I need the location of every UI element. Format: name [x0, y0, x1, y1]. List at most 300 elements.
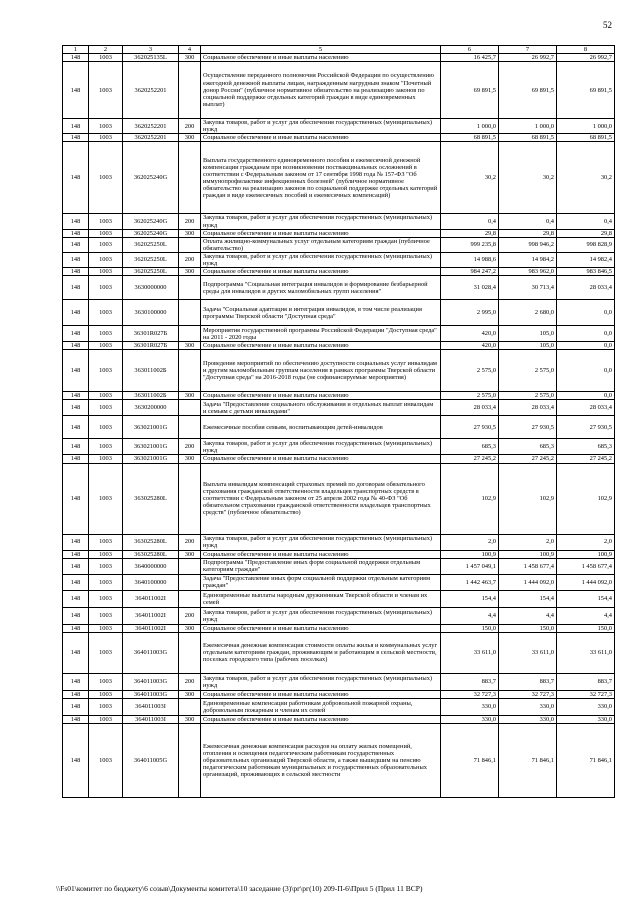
expense-type-cell — [179, 632, 201, 673]
admin-code-cell: 148 — [63, 119, 89, 134]
amount-2019-cell: 1 444 092,0 — [499, 574, 557, 590]
amount-2020-cell: 0,0 — [557, 342, 615, 350]
table-row — [63, 534, 615, 550]
amount-2018-cell: 100,9 — [441, 550, 499, 558]
amount-2019-cell: 27 245,2 — [499, 455, 557, 463]
expense-type-cell: 300 — [179, 690, 201, 698]
amount-2019-cell: 154,4 — [499, 590, 557, 607]
page-number: 52 — [603, 20, 612, 30]
expense-type-cell: 200 — [179, 214, 201, 229]
description-cell: Единовременные выплаты народным дружинникам Тверской области и членам их семей — [201, 590, 441, 607]
amount-2020-cell: 27 245,2 — [557, 455, 615, 463]
target-article-cell: 364011002I — [123, 590, 179, 607]
amount-2020-cell: 330,0 — [557, 715, 615, 723]
amount-2019-cell: 330,0 — [499, 715, 557, 723]
amount-2020-cell: 33 611,0 — [557, 632, 615, 673]
amount-2019-cell: 330,0 — [499, 698, 557, 715]
target-article-cell: 3620252201 — [123, 62, 179, 119]
amount-2018-cell: 984 247,2 — [441, 268, 499, 276]
admin-code-cell: 148 — [63, 698, 89, 715]
table-row — [63, 455, 615, 463]
amount-2018-cell: 27 245,2 — [441, 455, 499, 463]
amount-2020-cell: 28 033,4 — [557, 276, 615, 300]
admin-code-cell: 148 — [63, 690, 89, 698]
amount-2019-cell: 29,8 — [499, 229, 557, 237]
amount-2020-cell: 100,9 — [557, 550, 615, 558]
amount-2019-cell: 685,3 — [499, 439, 557, 455]
section-code-cell: 1003 — [89, 723, 123, 797]
amount-2020-cell: 26 992,7 — [557, 54, 615, 62]
expense-type-cell: 300 — [179, 550, 201, 558]
section-code-cell: 1003 — [89, 673, 123, 690]
admin-code-cell: 148 — [63, 624, 89, 632]
table-row — [63, 54, 615, 62]
description-cell: Оплата жилищно-коммунальных услуг отдельным категориям граждан (публичное обязательство) — [201, 237, 441, 252]
table-row — [63, 416, 615, 439]
admin-code-cell: 148 — [63, 400, 89, 416]
target-article-cell: 363011002Б — [123, 392, 179, 400]
amount-2020-cell: 883,7 — [557, 673, 615, 690]
target-article-cell: 362025240G — [123, 142, 179, 214]
description-cell: Социальное обеспечение и иные выплаты населению — [201, 342, 441, 350]
section-code-cell: 1003 — [89, 416, 123, 439]
expense-type-cell — [179, 400, 201, 416]
description-cell: Выплата инвалидам компенсаций страховых премий по договорам обязательного страхования гражданской ответственности владельцев транспортных средств в соответствии с Федеральным законом от 25 апреля 2002 года № 40-ФЗ "Об обязательном страховании гражданской ответственности владельцев транспортных средств" (публичное обязательство) — [201, 463, 441, 534]
section-code-cell: 1003 — [89, 534, 123, 550]
amount-2020-cell: 68 891,5 — [557, 134, 615, 142]
expense-type-cell — [179, 698, 201, 715]
file-path-footer: \\Fs01\комитет по бюджету\6 созыв\Документы комитета\10 заседание (3)\рг\рг(10) 209-П-6\Прил 5 (Прил 11 ВСР) — [56, 884, 423, 893]
expense-type-cell: 300 — [179, 715, 201, 723]
expense-type-cell: 300 — [179, 229, 201, 237]
expense-type-cell — [179, 558, 201, 574]
description-cell: Социальное обеспечение и иные выплаты населению — [201, 134, 441, 142]
admin-code-cell: 148 — [63, 590, 89, 607]
amount-2020-cell: 102,9 — [557, 463, 615, 534]
section-code-cell: 1003 — [89, 119, 123, 134]
amount-2019-cell: 30 713,4 — [499, 276, 557, 300]
column-header: 6 — [441, 46, 499, 54]
target-article-cell: 364011002I — [123, 624, 179, 632]
admin-code-cell: 148 — [63, 439, 89, 455]
column-header: 5 — [201, 46, 441, 54]
admin-code-cell: 148 — [63, 673, 89, 690]
expense-type-cell — [179, 237, 201, 252]
target-article-cell: 363025280L — [123, 463, 179, 534]
column-header: 8 — [557, 46, 615, 54]
amount-2018-cell: 420,0 — [441, 342, 499, 350]
table-row — [63, 715, 615, 723]
amount-2018-cell: 1 457 049,1 — [441, 558, 499, 574]
description-cell: Задача "Социальная адаптация и интеграция инвалидов, в том числе реализация программы Тверской области "Доступная среда" — [201, 300, 441, 326]
expense-type-cell — [179, 350, 201, 392]
target-article-cell: 364011003G — [123, 673, 179, 690]
amount-2019-cell: 27 930,5 — [499, 416, 557, 439]
admin-code-cell: 148 — [63, 134, 89, 142]
description-cell: Социальное обеспечение и иные выплаты населению — [201, 690, 441, 698]
target-article-cell: 362025135L — [123, 54, 179, 62]
amount-2018-cell: 33 611,0 — [441, 632, 499, 673]
amount-2020-cell: 150,0 — [557, 624, 615, 632]
amount-2018-cell: 16 425,7 — [441, 54, 499, 62]
admin-code-cell: 148 — [63, 350, 89, 392]
target-article-cell: 363021001G — [123, 455, 179, 463]
amount-2019-cell: 983 962,0 — [499, 268, 557, 276]
table-row — [63, 698, 615, 715]
section-code-cell: 1003 — [89, 237, 123, 252]
table-row — [63, 119, 615, 134]
target-article-cell: 364011002I — [123, 607, 179, 624]
amount-2020-cell: 71 846,1 — [557, 723, 615, 797]
expense-type-cell: 300 — [179, 342, 201, 350]
table-row — [63, 229, 615, 237]
section-code-cell: 1003 — [89, 252, 123, 267]
target-article-cell: 363011002Б — [123, 350, 179, 392]
table-row — [63, 300, 615, 326]
description-cell: Закупка товаров, работ и услуг для обеспечения государственных (муниципальных) нужд — [201, 252, 441, 267]
target-article-cell: 364011003G — [123, 690, 179, 698]
amount-2019-cell: 33 611,0 — [499, 632, 557, 673]
description-cell: Социальное обеспечение и иные выплаты населению — [201, 715, 441, 723]
table-row — [63, 237, 615, 252]
amount-2019-cell: 14 984,2 — [499, 252, 557, 267]
amount-2018-cell: 14 988,6 — [441, 252, 499, 267]
table-row — [63, 400, 615, 416]
table-header-row — [63, 46, 615, 54]
amount-2020-cell: 0,0 — [557, 326, 615, 342]
expense-type-cell — [179, 300, 201, 326]
section-code-cell: 1003 — [89, 54, 123, 62]
target-article-cell: 3630000000 — [123, 276, 179, 300]
section-code-cell: 1003 — [89, 229, 123, 237]
amount-2019-cell: 1 000,0 — [499, 119, 557, 134]
section-code-cell: 1003 — [89, 574, 123, 590]
amount-2018-cell: 69 891,5 — [441, 62, 499, 119]
column-header: 7 — [499, 46, 557, 54]
table-row — [63, 690, 615, 698]
amount-2020-cell: 685,3 — [557, 439, 615, 455]
amount-2019-cell: 30,2 — [499, 142, 557, 214]
admin-code-cell: 148 — [63, 300, 89, 326]
amount-2018-cell: 30,2 — [441, 142, 499, 214]
amount-2018-cell: 150,0 — [441, 624, 499, 632]
amount-2018-cell: 102,9 — [441, 463, 499, 534]
target-article-cell: 363025280L — [123, 550, 179, 558]
amount-2020-cell: 32 727,3 — [557, 690, 615, 698]
expense-type-cell — [179, 62, 201, 119]
section-code-cell: 1003 — [89, 268, 123, 276]
expense-type-cell: 300 — [179, 134, 201, 142]
target-article-cell: 362025250L — [123, 268, 179, 276]
amount-2019-cell: 105,0 — [499, 342, 557, 350]
table-row — [63, 326, 615, 342]
amount-2020-cell: 0,0 — [557, 300, 615, 326]
amount-2018-cell: 999 235,8 — [441, 237, 499, 252]
amount-2018-cell: 685,3 — [441, 439, 499, 455]
expense-type-cell: 200 — [179, 119, 201, 134]
amount-2019-cell: 71 846,1 — [499, 723, 557, 797]
admin-code-cell: 148 — [63, 326, 89, 342]
table-row — [63, 392, 615, 400]
amount-2018-cell: 68 891,5 — [441, 134, 499, 142]
expense-type-cell — [179, 326, 201, 342]
target-article-cell: 364011003G — [123, 632, 179, 673]
description-cell: Закупка товаров, работ и услуг для обеспечения государственных (муниципальных) нужд — [201, 607, 441, 624]
table-row — [63, 439, 615, 455]
admin-code-cell: 148 — [63, 142, 89, 214]
amount-2018-cell: 32 727,3 — [441, 690, 499, 698]
amount-2019-cell: 68 891,5 — [499, 134, 557, 142]
table-row — [63, 673, 615, 690]
expense-type-cell: 200 — [179, 439, 201, 455]
table-row — [63, 342, 615, 350]
table-row — [63, 574, 615, 590]
amount-2019-cell: 998 946,2 — [499, 237, 557, 252]
column-header: 4 — [179, 46, 201, 54]
description-cell: Ежемесячные пособия семьям, воспитывающим детей-инвалидов — [201, 416, 441, 439]
section-code-cell: 1003 — [89, 439, 123, 455]
description-cell: Социальное обеспечение и иные выплаты населению — [201, 268, 441, 276]
amount-2018-cell: 420,0 — [441, 326, 499, 342]
target-article-cell: 363025280L — [123, 534, 179, 550]
section-code-cell: 1003 — [89, 62, 123, 119]
admin-code-cell: 148 — [63, 463, 89, 534]
amount-2020-cell: 1 000,0 — [557, 119, 615, 134]
amount-2018-cell: 4,4 — [441, 607, 499, 624]
target-article-cell: 364011005G — [123, 723, 179, 797]
amount-2018-cell: 31 028,4 — [441, 276, 499, 300]
admin-code-cell: 148 — [63, 268, 89, 276]
amount-2020-cell: 1 444 092,0 — [557, 574, 615, 590]
column-header: 3 — [123, 46, 179, 54]
description-cell: Мероприятия государственной программы Российской Федерации "Доступная среда" на 2011 - 2020 годы — [201, 326, 441, 342]
amount-2019-cell: 102,9 — [499, 463, 557, 534]
target-article-cell: 362025250L — [123, 252, 179, 267]
description-cell: Проведение мероприятий по обеспечению доступности социальных услуг инвалидам и другим маломобильным группам населения в рамках программы Тверской области "Доступная среда" на 2016-2018 годы (не софинансируемые мероприятия) — [201, 350, 441, 392]
target-article-cell: 3640000000 — [123, 558, 179, 574]
amount-2019-cell: 26 992,7 — [499, 54, 557, 62]
expense-type-cell — [179, 463, 201, 534]
description-cell: Единовременные компенсации работникам добровольной пожарной охраны, добровольным пожарным и членам их семей — [201, 698, 441, 715]
amount-2019-cell: 69 891,5 — [499, 62, 557, 119]
amount-2018-cell: 0,4 — [441, 214, 499, 229]
admin-code-cell: 148 — [63, 214, 89, 229]
amount-2020-cell: 2,0 — [557, 534, 615, 550]
admin-code-cell: 148 — [63, 62, 89, 119]
amount-2018-cell: 2 995,0 — [441, 300, 499, 326]
target-article-cell: 3630200000 — [123, 400, 179, 416]
amount-2018-cell: 29,8 — [441, 229, 499, 237]
table-row — [63, 142, 615, 214]
expense-type-cell — [179, 723, 201, 797]
target-article-cell: 363021001G — [123, 439, 179, 455]
section-code-cell: 1003 — [89, 590, 123, 607]
section-code-cell: 1003 — [89, 698, 123, 715]
target-article-cell: 36301R027Б — [123, 342, 179, 350]
expense-type-cell: 300 — [179, 624, 201, 632]
section-code-cell: 1003 — [89, 463, 123, 534]
admin-code-cell: 148 — [63, 455, 89, 463]
table-row — [63, 607, 615, 624]
section-code-cell: 1003 — [89, 558, 123, 574]
column-header: 1 — [63, 46, 89, 54]
amount-2020-cell: 983 846,5 — [557, 268, 615, 276]
amount-2018-cell: 330,0 — [441, 698, 499, 715]
amount-2020-cell: 998 828,9 — [557, 237, 615, 252]
amount-2019-cell: 0,4 — [499, 214, 557, 229]
amount-2020-cell: 14 982,4 — [557, 252, 615, 267]
amount-2019-cell: 2 680,0 — [499, 300, 557, 326]
target-article-cell: 362025250L — [123, 237, 179, 252]
table-row — [63, 558, 615, 574]
description-cell: Социальное обеспечение и иные выплаты населению — [201, 455, 441, 463]
amount-2020-cell: 1 458 677,4 — [557, 558, 615, 574]
section-code-cell: 1003 — [89, 300, 123, 326]
amount-2019-cell: 883,7 — [499, 673, 557, 690]
expense-type-cell — [179, 416, 201, 439]
expense-type-cell: 200 — [179, 607, 201, 624]
admin-code-cell: 148 — [63, 276, 89, 300]
admin-code-cell: 148 — [63, 54, 89, 62]
admin-code-cell: 148 — [63, 252, 89, 267]
table-row — [63, 350, 615, 392]
table-row — [63, 276, 615, 300]
description-cell: Закупка товаров, работ и услуг для обеспечения государственных (муниципальных) нужд — [201, 534, 441, 550]
amount-2019-cell: 4,4 — [499, 607, 557, 624]
amount-2020-cell: 30,2 — [557, 142, 615, 214]
section-code-cell: 1003 — [89, 455, 123, 463]
admin-code-cell: 148 — [63, 534, 89, 550]
section-code-cell: 1003 — [89, 400, 123, 416]
section-code-cell: 1003 — [89, 632, 123, 673]
admin-code-cell: 148 — [63, 392, 89, 400]
admin-code-cell: 148 — [63, 574, 89, 590]
description-cell: Подпрограмма "Социальная интеграция инвалидов и формирование безбарьерной среды для инвалидов и других маломобильных групп населения" — [201, 276, 441, 300]
amount-2020-cell: 0,0 — [557, 350, 615, 392]
section-code-cell: 1003 — [89, 326, 123, 342]
budget-table — [62, 45, 615, 798]
amount-2019-cell: 150,0 — [499, 624, 557, 632]
amount-2020-cell: 154,4 — [557, 590, 615, 607]
amount-2018-cell: 71 846,1 — [441, 723, 499, 797]
description-cell: Задача "Предоставление иных форм социальной поддержки отдельным категориям граждан" — [201, 574, 441, 590]
description-cell: Социальное обеспечение и иные выплаты населению — [201, 392, 441, 400]
target-article-cell: 36301R027Б — [123, 326, 179, 342]
description-cell: Осуществление переданного полномочия Российской Федерации по осуществлению ежегодной денежной выплаты лицам, награжденным нагрудным знаком "Почетный донор России" (публичное нормативное обязательство на реализацию законов по социальной поддержке отдельных категорий граждан в виде единовременных выплат) — [201, 62, 441, 119]
table-row — [63, 62, 615, 119]
amount-2020-cell: 0,0 — [557, 392, 615, 400]
amount-2019-cell: 100,9 — [499, 550, 557, 558]
expense-type-cell: 200 — [179, 252, 201, 267]
amount-2020-cell: 69 891,5 — [557, 62, 615, 119]
table-row — [63, 632, 615, 673]
description-cell: Закупка товаров, работ и услуг для обеспечения государственных (муниципальных) нужд — [201, 119, 441, 134]
table-row — [63, 590, 615, 607]
amount-2018-cell: 28 033,4 — [441, 400, 499, 416]
target-article-cell: 362025240G — [123, 214, 179, 229]
target-article-cell: 3630100000 — [123, 300, 179, 326]
target-article-cell: 364011003I — [123, 715, 179, 723]
section-code-cell: 1003 — [89, 715, 123, 723]
amount-2020-cell: 28 033,4 — [557, 400, 615, 416]
amount-2019-cell: 1 458 677,4 — [499, 558, 557, 574]
admin-code-cell: 148 — [63, 416, 89, 439]
expense-type-cell — [179, 276, 201, 300]
description-cell: Социальное обеспечение и иные выплаты населению — [201, 229, 441, 237]
admin-code-cell: 148 — [63, 237, 89, 252]
description-cell: Закупка товаров, работ и услуг для обеспечения государственных (муниципальных) нужд — [201, 214, 441, 229]
admin-code-cell: 148 — [63, 723, 89, 797]
expense-type-cell — [179, 590, 201, 607]
table-row — [63, 624, 615, 632]
expense-type-cell: 300 — [179, 455, 201, 463]
amount-2019-cell: 2 575,0 — [499, 350, 557, 392]
target-article-cell: 364011003I — [123, 698, 179, 715]
amount-2020-cell: 0,4 — [557, 214, 615, 229]
description-cell: Закупка товаров, работ и услуг для обеспечения государственных (муниципальных) нужд — [201, 439, 441, 455]
section-code-cell: 1003 — [89, 607, 123, 624]
section-code-cell: 1003 — [89, 214, 123, 229]
target-article-cell: 363021001G — [123, 416, 179, 439]
expense-type-cell: 300 — [179, 392, 201, 400]
amount-2018-cell: 154,4 — [441, 590, 499, 607]
amount-2018-cell: 2,0 — [441, 534, 499, 550]
section-code-cell: 1003 — [89, 350, 123, 392]
section-code-cell: 1003 — [89, 142, 123, 214]
amount-2018-cell: 2 575,0 — [441, 350, 499, 392]
target-article-cell: 3620252201 — [123, 134, 179, 142]
description-cell: Выплата государственного единовременного пособия и ежемесячной денежной компенсации гражданам при возникновении поствакцинальных осложнений в соответствии с Федеральным законом от 17 сентября 1998 года № 157-ФЗ "Об иммунопрофилактике инфекционных болезней" (публичное нормативное обязательство на реализацию законов по социальной поддержке отдельных категорий граждан в виде ежемесячных пособий и ежемесячных компенсаций) — [201, 142, 441, 214]
table-row — [63, 723, 615, 797]
description-cell: Социальное обеспечение и иные выплаты населению — [201, 54, 441, 62]
description-cell: Задача "Предоставление социального обслуживания и отдельных выплат инвалидам и семьям с детьми инвалидами" — [201, 400, 441, 416]
description-cell: Ежемесячная денежная компенсация стоимости оплаты жилья и коммунальных услуг отдельным категориям граждан, проживающим и работающим в сельской местности, поселках городского типа (рабочих поселках) — [201, 632, 441, 673]
section-code-cell: 1003 — [89, 134, 123, 142]
description-cell: Социальное обеспечение и иные выплаты населению — [201, 624, 441, 632]
amount-2019-cell: 32 727,3 — [499, 690, 557, 698]
target-article-cell: 362025240G — [123, 229, 179, 237]
section-code-cell: 1003 — [89, 690, 123, 698]
section-code-cell: 1003 — [89, 550, 123, 558]
amount-2020-cell: 330,0 — [557, 698, 615, 715]
table-row — [63, 134, 615, 142]
expense-type-cell — [179, 142, 201, 214]
column-header: 2 — [89, 46, 123, 54]
admin-code-cell: 148 — [63, 715, 89, 723]
amount-2018-cell: 2 575,0 — [441, 392, 499, 400]
amount-2018-cell: 883,7 — [441, 673, 499, 690]
amount-2018-cell: 1 000,0 — [441, 119, 499, 134]
section-code-cell: 1003 — [89, 624, 123, 632]
target-article-cell: 3640100000 — [123, 574, 179, 590]
description-cell: Закупка товаров, работ и услуг для обеспечения государственных (муниципальных) нужд — [201, 673, 441, 690]
admin-code-cell: 148 — [63, 550, 89, 558]
expense-type-cell: 300 — [179, 54, 201, 62]
admin-code-cell: 148 — [63, 558, 89, 574]
description-cell: Ежемесячная денежная компенсация расходов на оплату жилых помещений, отопления и освещения педагогическим работникам государственных образовательных организаций Тверской области, а также вышедшим на пенсию педагогическим работникам муниципальных и государственных образовательных организаций, проживающих в сельской местности — [201, 723, 441, 797]
section-code-cell: 1003 — [89, 392, 123, 400]
admin-code-cell: 148 — [63, 229, 89, 237]
amount-2020-cell: 29,8 — [557, 229, 615, 237]
amount-2020-cell: 4,4 — [557, 607, 615, 624]
expense-type-cell: 200 — [179, 534, 201, 550]
expense-type-cell: 200 — [179, 673, 201, 690]
admin-code-cell: 148 — [63, 342, 89, 350]
target-article-cell: 3620252201 — [123, 119, 179, 134]
amount-2019-cell: 105,0 — [499, 326, 557, 342]
amount-2018-cell: 330,0 — [441, 715, 499, 723]
amount-2018-cell: 27 930,5 — [441, 416, 499, 439]
